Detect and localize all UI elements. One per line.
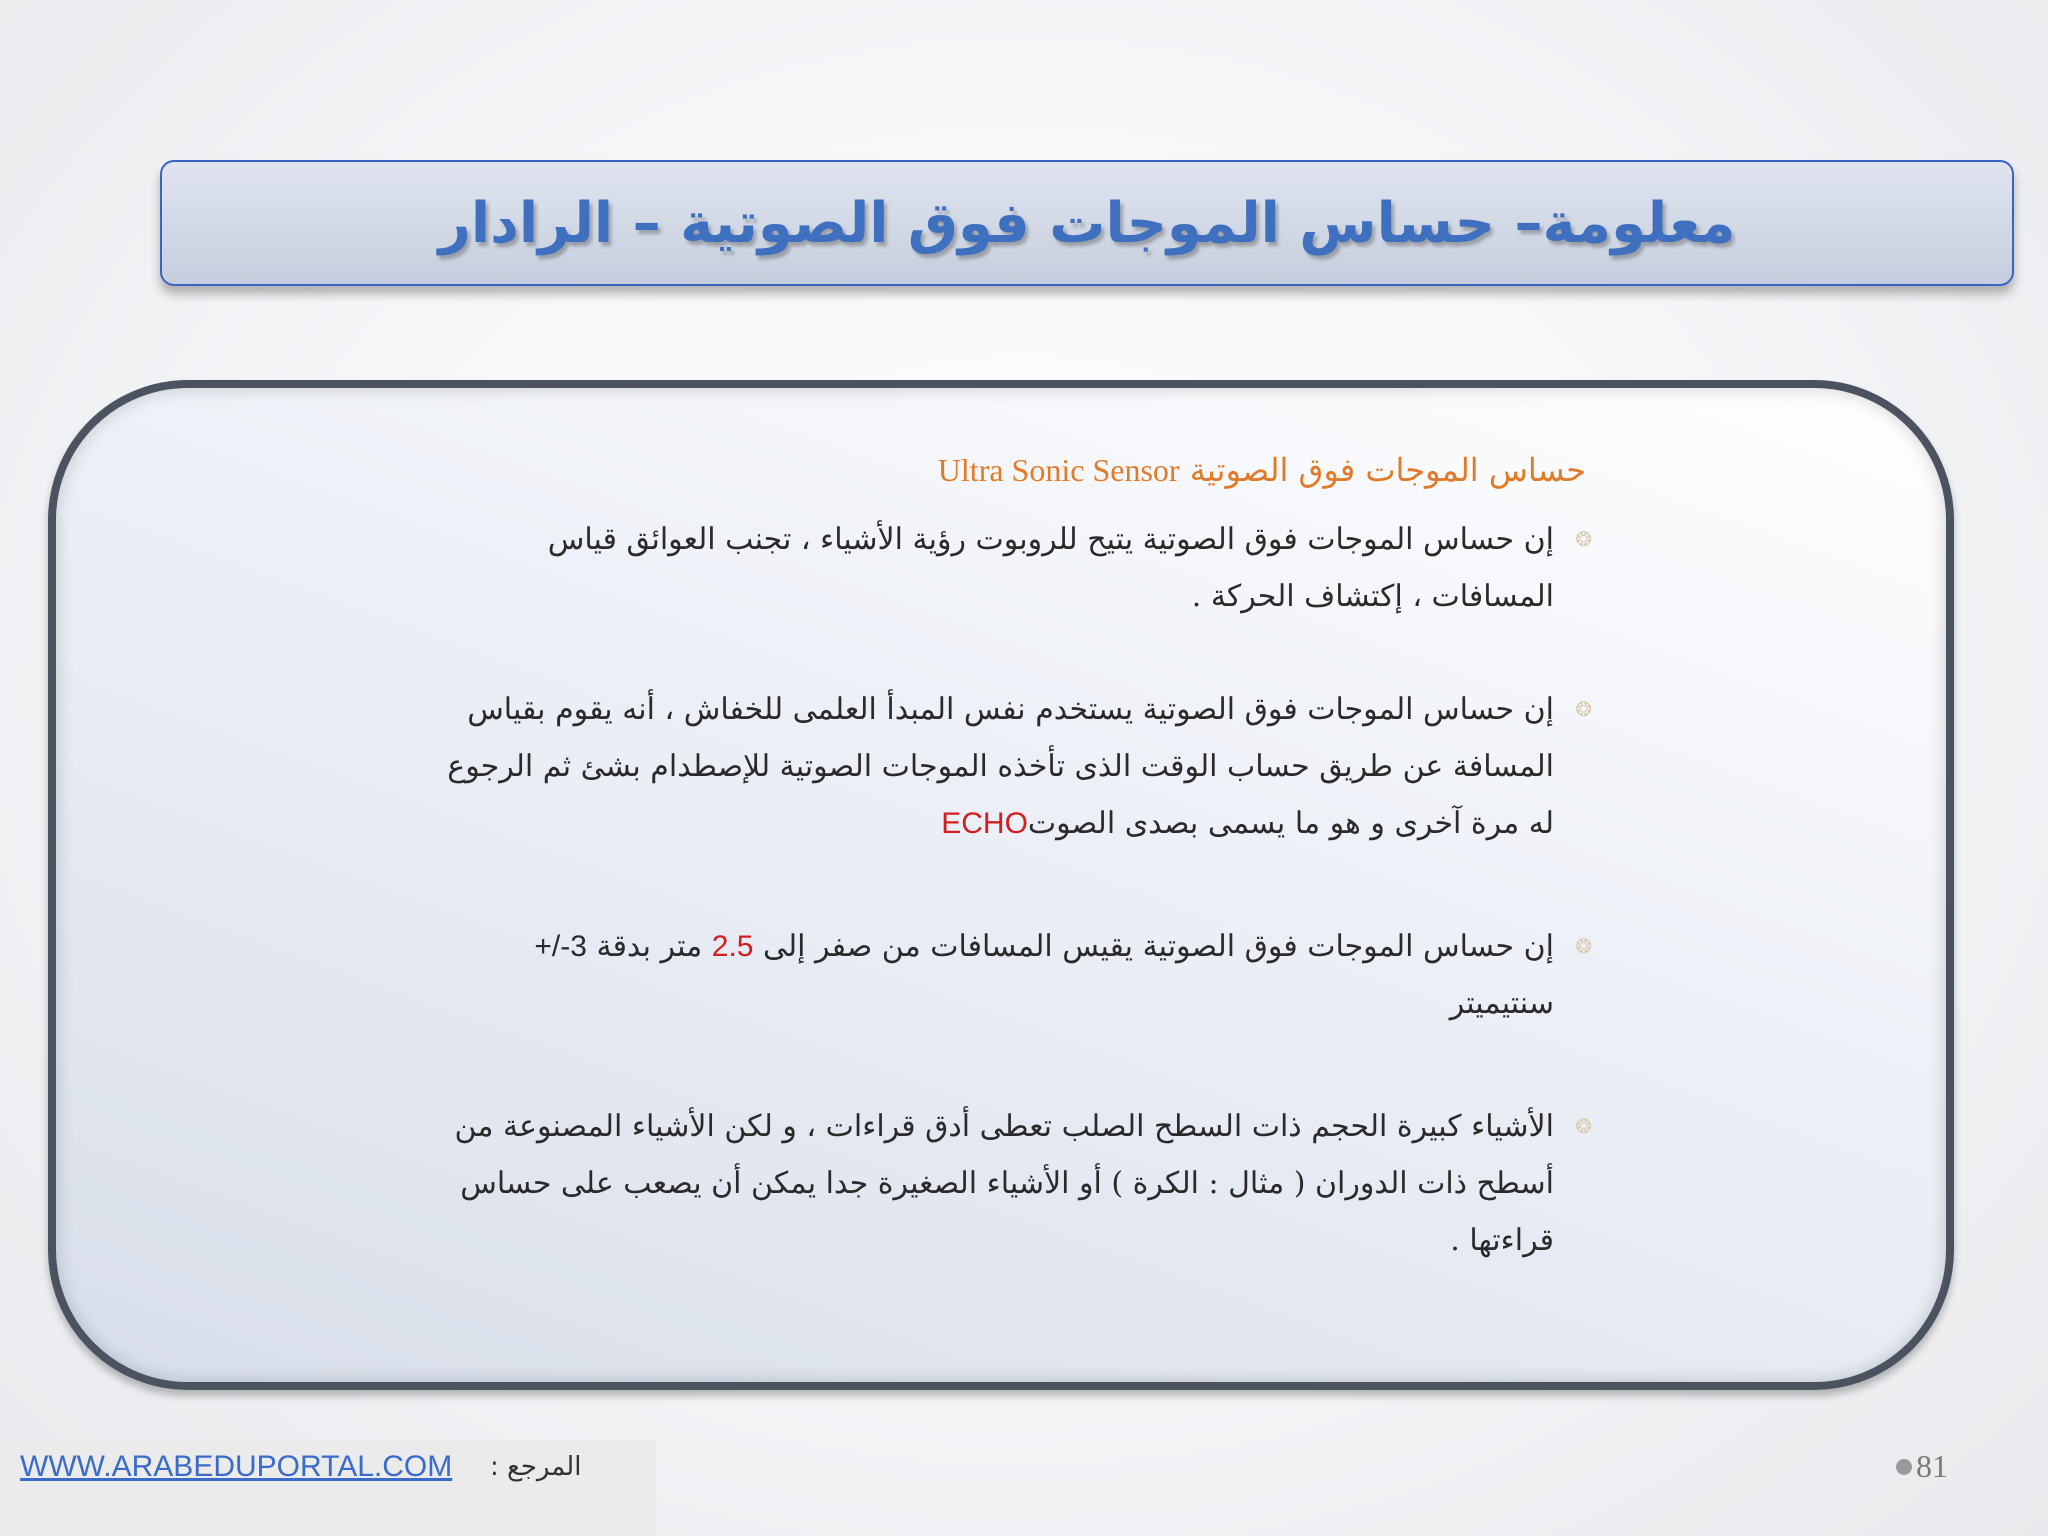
subtitle-arabic: حساس الموجات فوق الصوتية <box>1189 451 1586 489</box>
content-inner <box>446 448 1592 1269</box>
bullet-marker-icon: ❂ <box>1575 526 1592 551</box>
title-bar <box>160 160 2014 286</box>
bullet-marker-icon: ❂ <box>1575 1113 1592 1138</box>
page-dot-icon <box>1896 1459 1912 1475</box>
bullet-item <box>446 918 1592 1032</box>
subtitle-latin: Ultra Sonic Sensor <box>937 452 1180 488</box>
bullet-text: الأشياء كبيرة الحجم ذات السطح الصلب تعطى أدق قراءات ، و لكن الأشياء المصنوعة من أسطح ذات الدوران ( مثال : الكرة ) أو الأشياء الصغيرة جدا يمكن أن يصعب على حساس قراءتها . <box>454 1108 1554 1258</box>
bullet-text: إن حساس الموجات فوق الصوتية يتيح للروبوت رؤية الأشياء ، تجنب العوائق قياس المسافات ، إكتشاف الحركة . <box>547 521 1554 614</box>
page-number <box>1896 1448 1948 1485</box>
content-box <box>48 380 1954 1390</box>
bullet-marker-icon: ❂ <box>1575 933 1592 958</box>
page-number-value: 81 <box>1916 1448 1948 1484</box>
reference-link[interactable]: WWW.ARABEDUPORTAL.COM <box>20 1450 453 1483</box>
slide-title: معلومة– حساس الموجات فوق الصوتية – الرادار <box>438 190 1736 256</box>
subtitle <box>446 448 1586 493</box>
echo-highlight: ECHO <box>941 806 1028 840</box>
accuracy-value: +/-3 <box>534 929 587 963</box>
bullet-list <box>446 511 1592 1269</box>
reference-label: المرجع : <box>490 1452 582 1482</box>
range-highlight: 2.5 <box>711 929 754 963</box>
bullet-item <box>446 1098 1592 1269</box>
bullet-item <box>446 681 1592 852</box>
accuracy-unit: سنتيميتر <box>1449 985 1554 1021</box>
bullet-text-after: متر بدقة <box>596 928 703 964</box>
bullet-item <box>446 511 1592 625</box>
bullet-marker-icon: ❂ <box>1575 696 1592 721</box>
bullet-text-before: إن حساس الموجات فوق الصوتية يقيس المسافات من صفر إلى <box>763 928 1554 964</box>
bullet-text: إن حساس الموجات فوق الصوتية يستخدم نفس المبدأ العلمى للخفاش ، أنه يقوم بقياس المسافة عن طريق حساب الوقت الذى تأخذه الموجات الصوتية للإصطدام بشئ ثم الرجوع له مرة آخرى و هو ما يسمى بصدى الصوت <box>447 691 1554 841</box>
